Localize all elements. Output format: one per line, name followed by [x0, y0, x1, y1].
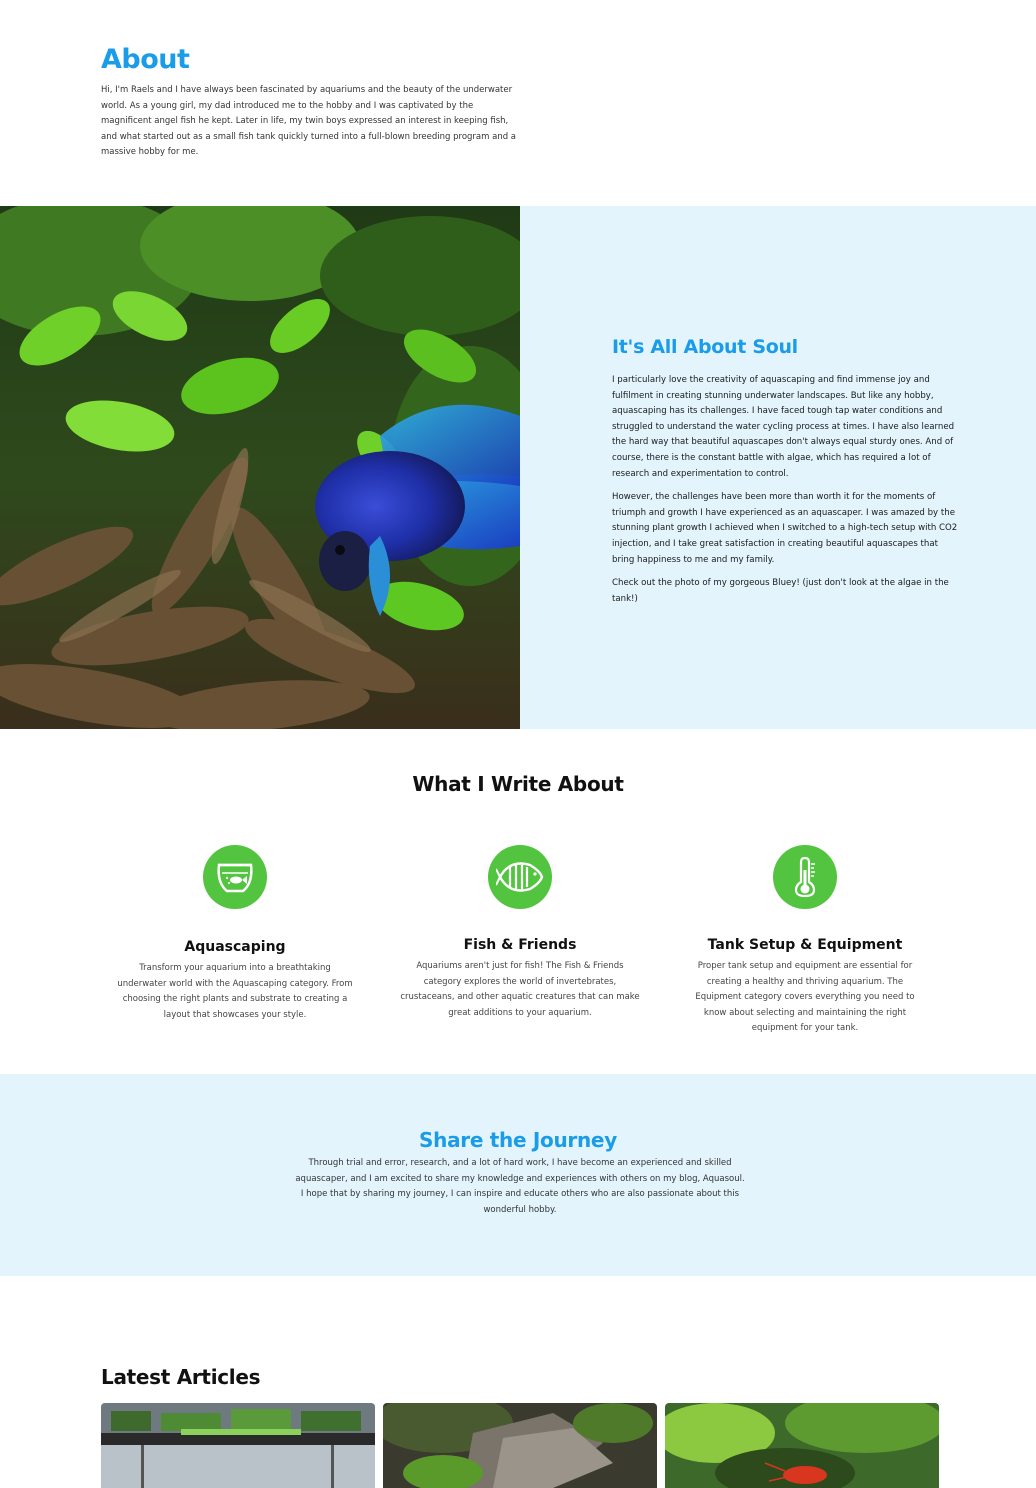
about-section — [101, 44, 521, 161]
journey-body: Through trial and error, research, and a lot of hard work, I have become an experienced and skilled aquascaper, and I am excited to share my knowledge and experiences with others on my blog, Aquasoul. I hope that by sharing my journey, I can inspire and educate others who are also passionate about this wonderful hobby. — [295, 1158, 745, 1215]
soul-paragraph: Check out the photo of my gorgeous Bluey! (just don't look at the algae in the tank!) — [612, 578, 949, 604]
category-tank-setup[interactable] — [685, 845, 925, 1037]
about-body: Hi, I'm Raels and I have always been fascinated by aquariums and the beauty of the underwater world. As a young girl, my dad introduced me to the hobby and I was captivated by the magnificent angel fish he kept. Later in life, my twin boys expressed an interest in keeping fish, and what started out as a small fish tank quickly turned into a full-blown breeding program and a massive hobby for me. — [101, 85, 517, 158]
journey-section — [0, 1074, 1036, 1276]
write-about-title: What I Write About — [412, 772, 624, 796]
thermometer-icon — [773, 845, 837, 909]
fishbowl-icon — [203, 845, 267, 909]
soul-paragraph: I particularly love the creativity of aquascaping and find immense joy and fulfilment in creating stunning underwater landscapes. But like any hobby, aquascaping has its challenges. I have faced tough tap water conditions and struggled to understand the water cycling process at times. I have also learned the hard way that beautiful aquascapes don't always equal sturdy ones. And of course, there is the constant battle with algae, which has required a lot of research and experimentation to control. — [612, 375, 955, 479]
betta-fish-photo — [0, 206, 520, 729]
about-title: About — [101, 44, 190, 75]
article-card-thumbnail[interactable] — [665, 1403, 939, 1488]
category-title: Tank Setup & Equipment — [707, 937, 903, 953]
journey-title: Share the Journey — [419, 1128, 617, 1152]
category-title: Fish & Friends — [463, 937, 577, 953]
category-body: Transform your aquarium into a breathtaking underwater world with the Aquascaping category. From choosing the right plants and substrate to creating a layout that showcases your style. — [117, 963, 353, 1020]
article-card-thumbnail[interactable] — [101, 1403, 375, 1488]
soul-section — [520, 206, 1036, 729]
soul-title: It's All About Soul — [612, 336, 798, 358]
article-card-thumbnail[interactable] — [383, 1403, 657, 1488]
latest-articles-title: Latest Articles — [101, 1365, 261, 1389]
soul-paragraph: However, the challenges have been more than worth it for the moments of triumph and growth I have experienced as an aquascaper. I was amazed by the stunning plant growth I achieved when I switched to a high-tech setup with CO2 injection, and I take great satisfaction in creating beautiful aquascapes that bring happiness to me and my family. — [612, 492, 958, 565]
angelfish-icon — [488, 845, 552, 909]
category-body: Proper tank setup and equipment are essential for creating a healthy and thriving aquarium. The Equipment category covers everything you need to know about selecting and maintaining the right equipment for your tank. — [695, 961, 915, 1034]
category-title: Aquascaping — [184, 939, 286, 955]
category-fish-friends[interactable] — [400, 845, 640, 1021]
category-body: Aquariums aren't just for fish! The Fish & Friends category explores the world of invertebrates, crustaceans, and other aquatic creatures that can make great additions to your aquarium. — [400, 961, 640, 1018]
category-aquascaping[interactable] — [115, 845, 355, 1023]
